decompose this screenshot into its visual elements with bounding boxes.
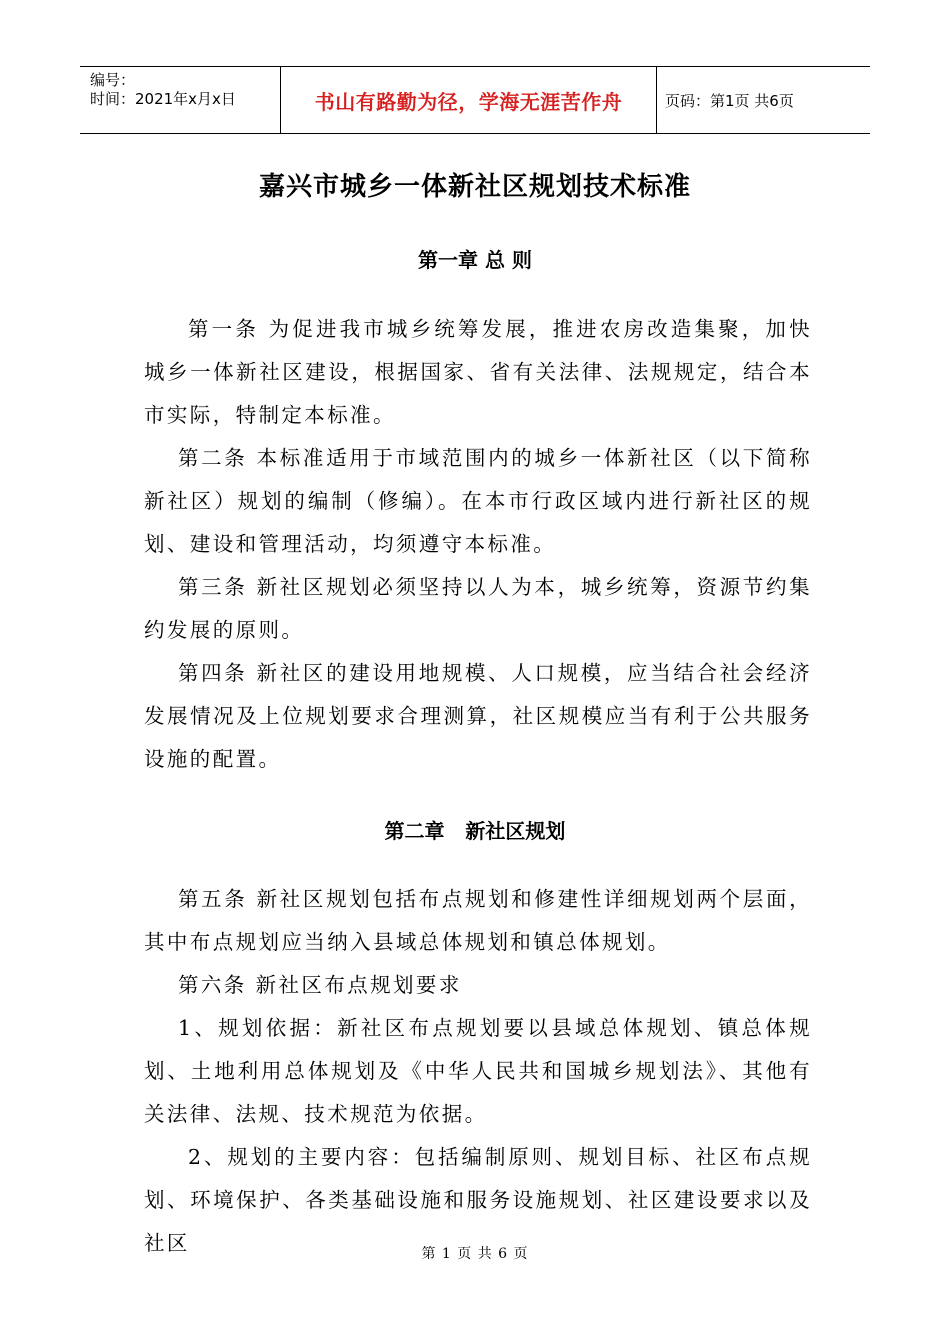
document-header [80, 66, 870, 134]
header-meta-cell [80, 67, 281, 133]
header-page-cell [657, 67, 870, 133]
article-6-item-1: 1、规划依据：新社区布点规划要以县域总体规划、镇总体规划、土地利用总体规划及《中华人民共和国城乡规划法》、其他有关法律、法规、技术规范为依据。 [144, 1016, 812, 1126]
time-label: 时间：2021年x月x日 [90, 90, 236, 108]
chapter-1-heading: 第一章 总 则 [418, 248, 532, 272]
document-title: 嘉兴市城乡一体新社区规划技术标准 [258, 172, 691, 202]
article-5: 第五条 新社区规划包括布点规划和修建性详细规划两个层面，其中布点规划应当纳入县域总体规划和镇总体规划。 [144, 887, 812, 954]
chapter-2-heading: 第二章 新社区规划 [384, 819, 566, 843]
article-6-item-2: 2、规划的主要内容：包括编制原则、规划目标、社区布点规划、环境保护、各类基础设施和服务设施规划、社区建设要求以及社区 [144, 1145, 812, 1255]
article-4: 第四条 新社区的建设用地规模、人口规模，应当结合社会经济发展情况及上位规划要求合理测算，社区规模应当有利于公共服务设施的配置。 [144, 661, 812, 771]
number-label: 编号： [90, 71, 136, 89]
header-motto-cell [281, 67, 657, 133]
article-1: 第一条 为促进我市城乡统筹发展，推进农房改造集聚，加快城乡一体新社区建设，根据国家、省有关法律、法规规定，结合本市实际，特制定本标准。 [144, 317, 812, 427]
article-6: 第六条 新社区布点规划要求 [178, 973, 462, 997]
motto-text: 书山有路勤为径，学海无涯苦作舟 [314, 89, 623, 114]
page-info: 页码：第1页 共6页 [665, 91, 794, 110]
article-2: 第二条 本标准适用于市域范围内的城乡一体新社区（以下简称新社区）规划的编制（修编）。在本市行政区域内进行新社区的规划、建设和管理活动，均须遵守本标准。 [144, 446, 812, 556]
article-3: 第三条 新社区规划必须坚持以人为本，城乡统筹，资源节约集约发展的原则。 [144, 575, 812, 642]
page-footer: 第 1 页 共 6 页 [421, 1246, 529, 1262]
